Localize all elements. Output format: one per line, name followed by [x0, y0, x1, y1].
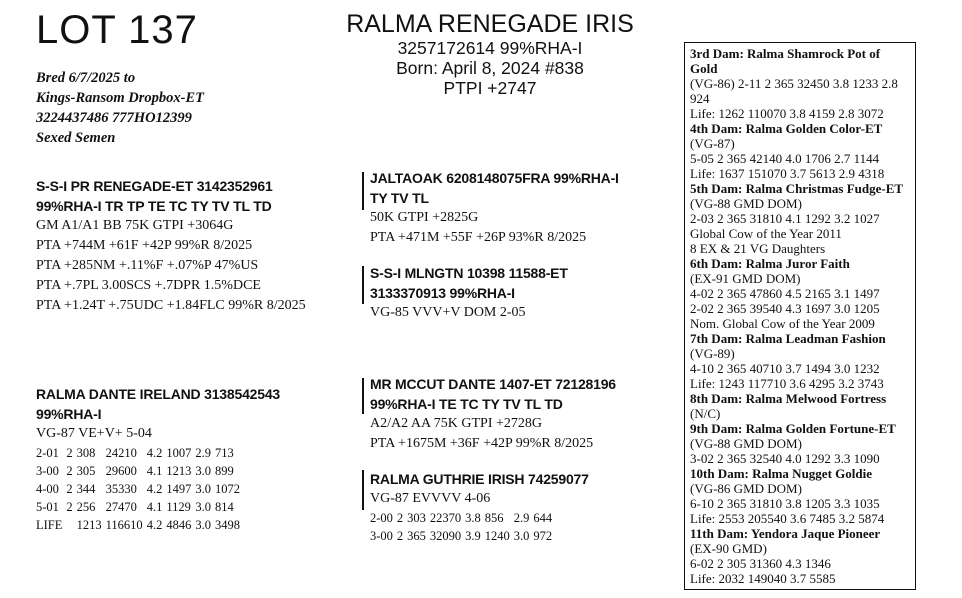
sire-sire-title: JALTAOAK 6208148075FRA 99%RHA-I — [370, 170, 619, 186]
sire-sire-title: TY TV TL — [370, 190, 429, 206]
dam-sire-line: PTA +1675M +36F +42P 99%R 8/2025 — [370, 436, 594, 451]
bred-line: Bred 6/7/2025 to — [36, 70, 136, 86]
table-row: 3-00 2 305 29600 4.1 1213 3.0 899 — [36, 463, 234, 478]
dam-entry — [690, 121, 910, 181]
dam-dam-block — [370, 469, 670, 545]
bred-line: Kings-Ransom Dropbox-ET — [36, 90, 204, 106]
dam-block — [36, 384, 336, 534]
dam-entry-line: 2-02 2 365 39540 4.3 1697 3.0 1205 — [690, 301, 880, 316]
dam-entry-line: 4-10 2 365 40710 3.7 1494 3.0 1232 — [690, 361, 880, 376]
dam-dam-classification: VG-87 EVVVV 4-06 — [370, 491, 491, 506]
dam-entry — [690, 526, 910, 586]
bred-line: 3224437486 777HO12399 — [36, 110, 192, 126]
dam-entry-line: (VG-86) 2-11 2 365 32450 3.8 1233 2.8 924 — [690, 76, 898, 106]
dam-entry-name: 6th Dam: Ralma Juror Faith — [690, 256, 850, 271]
dam-dam-title: RALMA GUTHRIE IRISH 74259077 — [370, 471, 589, 487]
bracket-line — [362, 470, 366, 510]
table-row: 4-00 2 344 35330 4.2 1497 3.0 1072 — [36, 481, 240, 496]
dam-records — [36, 444, 244, 534]
dam-entry-line: 4-02 2 365 47860 4.5 2165 3.1 1497 — [690, 286, 880, 301]
dam-entry-line: (N/C) — [690, 406, 721, 421]
sire-line: PTA +1.24T +.75UDC +1.84FLC 99%R 8/2025 — [36, 298, 306, 313]
dam-dam-records — [370, 509, 556, 545]
dam-entry-line: Global Cow of the Year 2011 — [690, 226, 842, 241]
sire-line: PTA +744M +61F +42P 99%R 8/2025 — [36, 238, 253, 253]
dam-entry-name: 3rd Dam: Ralma Shamrock Pot of Gold — [690, 46, 881, 76]
sire-dam-title: 3133370913 99%RHA-I — [370, 285, 515, 301]
bracket-line — [362, 378, 366, 414]
dam-sire-block — [370, 374, 670, 454]
table-row: 2-01 2 308 24210 4.2 1007 2.9 713 — [36, 445, 234, 460]
bracket-line — [362, 172, 366, 210]
dam-entry-line: 5-05 2 365 42140 4.0 1706 2.7 1144 — [690, 151, 880, 166]
dam-entry — [690, 466, 910, 526]
dam-entry-line: (VG-88 GMD DOM) — [690, 196, 802, 211]
registration: 3257172614 99%RHA-I — [397, 38, 583, 58]
table-row: 2-00 2 303 22370 3.8 856 2.9 644 — [370, 510, 553, 525]
sire-line: PTA +.7PL 3.00SCS +.7DPR 1.5%DCE — [36, 278, 261, 293]
maternal-line-box — [684, 42, 916, 590]
dam-sire-title: MR MCCUT DANTE 1407-ET 72128196 — [370, 376, 616, 392]
dam-entry — [690, 256, 910, 331]
dam-entry-name: 10th Dam: Ralma Nugget Goldie — [690, 466, 872, 481]
dam-entry-name: 9th Dam: Ralma Golden Fortune-ET — [690, 421, 896, 436]
dam-entry-line: (VG-89) — [690, 346, 735, 361]
dam-classification: VG-87 VE+V+ 5-04 — [36, 426, 152, 441]
dam-entry — [690, 331, 910, 391]
dam-entry-line: Life: 1262 110070 3.8 4159 2.8 3072 — [690, 106, 884, 121]
dam-sire-title: 99%RHA-I TE TC TY TV TL TD — [370, 396, 563, 412]
table-row: 5-01 2 256 27470 4.1 1129 3.0 814 — [36, 499, 234, 514]
dam-entry-line: (EX-90 GMD) — [690, 541, 767, 556]
dam-entry-name: 5th Dam: Ralma Christmas Fudge-ET — [690, 181, 904, 196]
table-row: 3-00 2 365 32090 3.9 1240 3.0 972 — [370, 528, 553, 543]
sire-title: 99%RHA-I TR TP TE TC TY TV TL TD — [36, 198, 272, 214]
sire-dam-title: S-S-I MLNGTN 10398 11588-ET — [370, 265, 568, 281]
dam-entry — [690, 46, 910, 121]
dam-entry-line: 2-03 2 365 31810 4.1 1292 3.2 1027 — [690, 211, 880, 226]
sire-dam-block — [370, 263, 670, 323]
dam-entry-name: 11th Dam: Yendora Jaque Pioneer — [690, 526, 881, 541]
dam-entry-line: Life: 2032 149040 3.7 5585 — [690, 571, 836, 586]
dam-entry — [690, 181, 910, 256]
dam-entry-name: 8th Dam: Ralma Melwood Fortress — [690, 391, 887, 406]
dam-entry-line: 6-02 2 305 31360 4.3 1346 — [690, 556, 831, 571]
dam-entry-line: Life: 1637 151070 3.7 5613 2.9 4318 — [690, 166, 885, 181]
dam-title: RALMA DANTE IRELAND 3138542543 — [36, 386, 280, 402]
sire-line: GM A1/A1 BB 75K GTPI +3064G — [36, 218, 234, 233]
table-row: LIFE 1213 116610 4.2 4846 3.0 3498 — [36, 517, 240, 532]
sire-dam-line: VG-85 VVV+V DOM 2-05 — [370, 305, 526, 320]
dam-entry-line: Life: 1243 117710 3.6 4295 3.2 3743 — [690, 376, 884, 391]
breeding-info — [36, 68, 204, 148]
dam-sire-line: A2/A2 AA 75K GTPI +2728G — [370, 416, 543, 431]
dam-entry — [690, 421, 910, 466]
dam-entry-line: Nom. Global Cow of the Year 2009 — [690, 316, 875, 331]
dam-entry-line: (EX-91 GMD DOM) — [690, 271, 801, 286]
dam-entry-line: (VG-86 GMD DOM) — [690, 481, 802, 496]
dam-entry-line: (VG-88 GMD DOM) — [690, 436, 802, 451]
dam-entry-line: Life: 2553 205540 3.6 7485 3.2 5874 — [690, 511, 885, 526]
lot-number: LOT 137 — [36, 8, 198, 52]
ptpi: PTPI +2747 — [443, 78, 537, 98]
bracket-line — [362, 266, 366, 304]
dam-entry-name: 4th Dam: Ralma Golden Color-ET — [690, 121, 883, 136]
animal-name: RALMA RENEGADE IRIS — [346, 10, 634, 38]
dam-entry-line: (VG-87) — [690, 136, 735, 151]
dam-entry — [690, 391, 910, 421]
sire-block — [36, 176, 336, 316]
sire-sire-block — [370, 168, 670, 248]
sire-sire-line: PTA +471M +55F +26P 93%R 8/2025 — [370, 230, 587, 245]
birth-date: Born: April 8, 2024 #838 — [396, 58, 584, 78]
sire-title: S-S-I PR RENEGADE-ET 3142352961 — [36, 178, 273, 194]
bred-line: Sexed Semen — [36, 130, 116, 146]
dam-entry-name: 7th Dam: Ralma Leadman Fashion — [690, 331, 886, 346]
dam-entry-line: 3-02 2 365 32540 4.0 1292 3.3 1090 — [690, 451, 880, 466]
animal-header — [300, 10, 680, 98]
dam-entry-line: 6-10 2 365 31810 3.8 1205 3.3 1035 — [690, 496, 880, 511]
sire-sire-line: 50K GTPI +2825G — [370, 210, 479, 225]
dam-entry-line: 8 EX & 21 VG Daughters — [690, 241, 826, 256]
sire-line: PTA +285NM +.11%F +.07%P 47%US — [36, 258, 259, 273]
dam-title: 99%RHA-I — [36, 406, 102, 422]
